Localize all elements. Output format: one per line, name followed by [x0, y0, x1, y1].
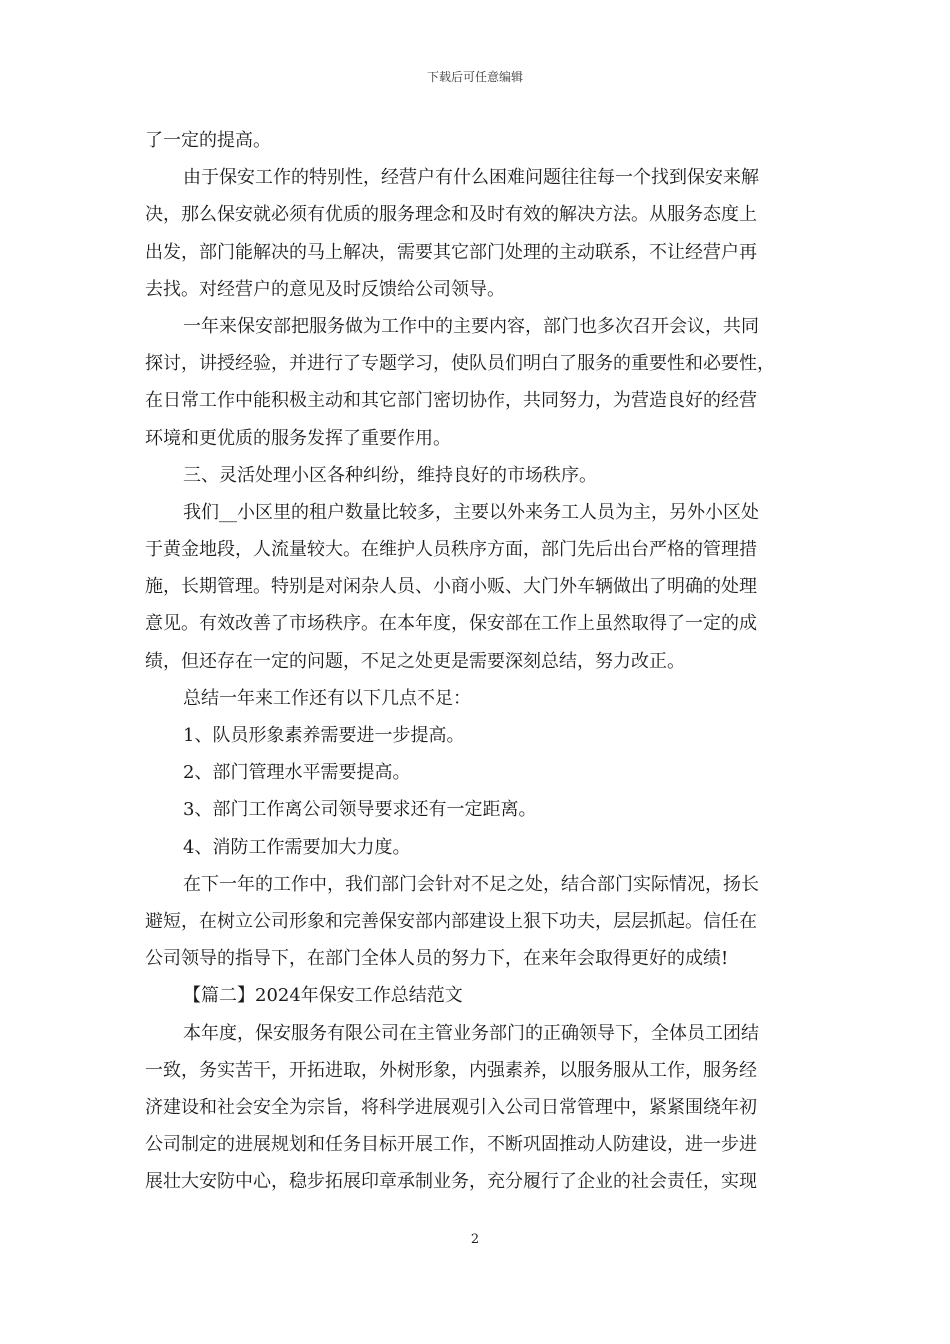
text-line: 本年度，保安服务有限公司在主管业务部门的正确领导下，全体员工团结 — [183, 1022, 759, 1044]
text-line: 了一定的提高。 — [145, 130, 271, 151]
text-line: 三、灵活处理小区各种纠纷，维持良好的市场秩序。 — [183, 464, 597, 486]
text-line: 1、队员形象素养需要进一步提高。 — [183, 725, 465, 746]
text-line: 施，长期管理。特别是对闲杂人员、小商小贩、大门外车辆做出了明确的处理 — [145, 576, 757, 598]
text-line: 出发，部门能解决的马上解决，需要其它部门处理的主动联系，不让经营户再 — [145, 241, 757, 263]
text-line: 在日常工作中能积极主动和其它部门密切协作，共同努力，为营造良好的经营 — [145, 390, 757, 412]
text-line: 一年来保安部把服务做为工作中的主要内容，部门也多次召开会议，共同 — [183, 315, 759, 337]
text-line: 探讨，讲授经验，并进行了专题学习，使队员们明白了服务的重要性和必要性， — [145, 353, 775, 375]
text-line: 济建设和社会安全为宗旨，将科学进展观引入公司日常管理中，紧紧围绕年初 — [145, 1096, 757, 1118]
text-line: 由于保安工作的特别性，经营户有什么困难问题往往每一个找到保安来解 — [183, 167, 759, 189]
page-number: 2 — [470, 1232, 480, 1247]
text-line: 意见。有效改善了市场秩序。在本年度，保安部在工作上虽然取得了一定的成 — [145, 613, 757, 635]
text-line: 在下一年的工作中，我们部门会针对不足之处，结合部门实际情况，扬长 — [183, 873, 759, 895]
document-body — [145, 122, 809, 1200]
text-line: 公司制定的进展规划和任务目标开展工作，不断巩固推动人防建设，进一步进 — [145, 1134, 757, 1156]
page-header-note: 下载后可任意编辑 — [426, 70, 523, 84]
text-line: 绩，但还存在一定的问题，不足之处更是需要深刻总结，努力改正。 — [145, 650, 685, 672]
text-line: 一致，务实苦干，开拓进取，外树形象，内强素养，以服务服从工作，服务经 — [145, 1059, 757, 1081]
text-line: 避短，在树立公司形象和完善保安部内部建设上狠下功夫，层层抓起。信任在 — [145, 910, 757, 932]
text-line: 于黄金地段，人流量较大。在维护人员秩序方面，部门先后出台严格的管理措 — [145, 539, 757, 561]
text-line: 公司领导的指导下，在部门全体人员的努力下，在来年会取得更好的成绩! — [145, 948, 729, 970]
text-line: 我们__小区里的租户数量比较多，主要以外来务工人员为主，另外小区处 — [183, 501, 759, 523]
text-line: 4、消防工作需要加大力度。 — [183, 836, 411, 858]
text-line: 决，那么保安就必须有优质的服务理念和及时有效的解决方法。从服务态度上 — [145, 204, 757, 226]
text-line: 总结一年来工作还有以下几点不足： — [183, 687, 471, 709]
text-line: 3、部门工作离公司领导要求还有一定距离。 — [183, 799, 537, 821]
text-line: 环境和更优质的服务发挥了重要作用。 — [145, 427, 451, 449]
text-line: 2、部门管理水平需要提高。 — [183, 762, 411, 784]
text-line: 展壮大安防中心，稳步拓展印章承制业务，充分履行了企业的社会责任，实现 — [145, 1171, 757, 1193]
text-line: 【篇二】2024年保安工作总结范文 — [183, 985, 463, 1007]
text-line: 去找。对经营户的意见及时反馈给公司领导。 — [145, 278, 505, 300]
